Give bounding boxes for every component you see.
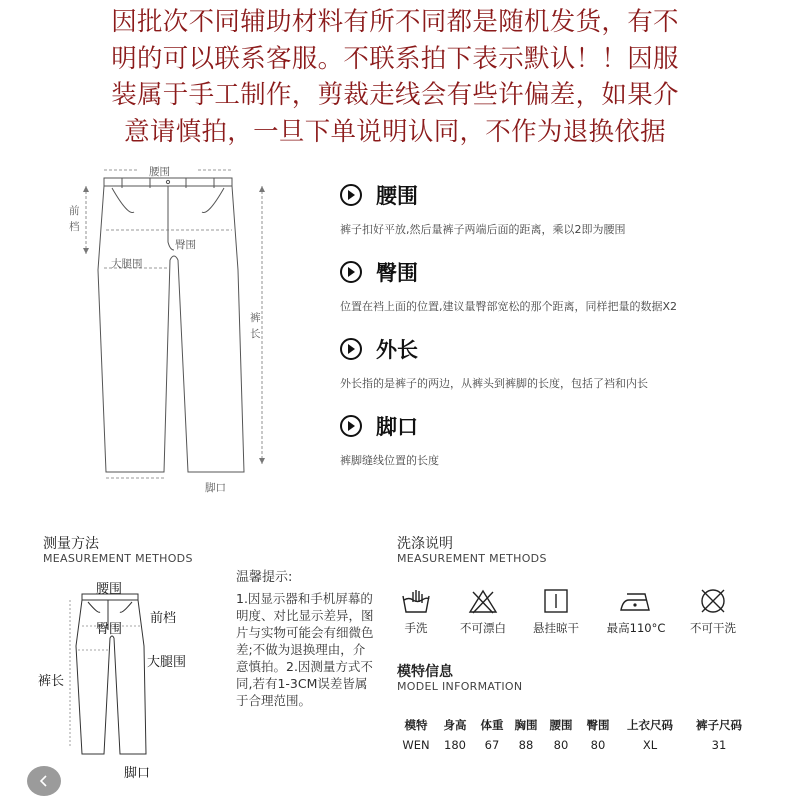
tips-text: 1.因显示器和手机屏幕的明度、对比显示差异，图片与实物可能会有细微色差;不做为退换理由，介意慎拍。2.因测量方式不同,若有1-3CM误差皆属于合理范围。 (236, 591, 374, 708)
model-table (396, 715, 754, 755)
model-table-row (396, 735, 754, 755)
back-button[interactable] (27, 766, 61, 796)
play-icon (340, 415, 362, 437)
tips-title: 温馨提示: (236, 570, 293, 585)
notice-line: 因批次不同辅助材料有所不同都是随机发货，有不 (111, 7, 679, 37)
model-col-header: 腰围 (549, 718, 573, 732)
measure-item-waist (340, 180, 626, 237)
diagram-waist-label: 腰围 (149, 166, 170, 178)
measure-methods-title: 测量方法 (43, 536, 99, 552)
sketch-thigh-label: 大腿围 (147, 655, 187, 670)
sketch-waist-label: 腰围 (96, 582, 123, 597)
play-icon (340, 338, 362, 360)
care-hang-dry (516, 588, 596, 636)
model-col-header: 胸围 (514, 718, 538, 732)
notice-line: 明的可以联系客服。不联系拍下表示默认！！因服 (111, 43, 679, 74)
washing-title: 洗涤说明 (397, 536, 453, 552)
model-table-header (396, 715, 754, 735)
measure-desc: 裤脚缝线位置的长度 (340, 454, 439, 467)
sketch-hem-label: 脚口 (124, 766, 151, 781)
care-label: 悬挂晾干 (533, 621, 579, 635)
play-icon (340, 261, 362, 283)
care-iron (596, 588, 676, 636)
chevron-left-icon (39, 775, 49, 787)
measure-title: 脚口 (376, 415, 418, 439)
model-col-header: 臀围 (586, 718, 610, 732)
diagram-front-rise-label: 前 档 (69, 205, 80, 233)
diagram-hip-label: 臀围 (175, 239, 196, 251)
pants-diagram (0, 150, 330, 500)
measure-desc: 外长指的是裤子的两边，从裤头到裤脚的长度，包括了裆和内长 (340, 377, 648, 390)
measure-desc: 位置在裆上面的位置,建议量臀部宽松的那个距离，同样把量的数据X2 (340, 300, 678, 313)
measure-item-hem (340, 411, 439, 468)
iron-icon (619, 588, 653, 614)
diagram-thigh-label: 大腿围 (111, 258, 143, 270)
measure-title: 外长 (376, 338, 418, 362)
care-label: 最高110°C (606, 621, 666, 635)
washing-subtitle: MEASUREMENT METHODS (397, 552, 547, 565)
no-bleach-icon (468, 588, 498, 614)
care-no-bleach (443, 588, 523, 636)
model-cell: WEN (402, 738, 430, 752)
model-col-header: 身高 (443, 718, 467, 732)
model-cell: 88 (518, 738, 534, 752)
measure-item-outer-length (340, 334, 648, 391)
model-title: 模特信息 (397, 664, 453, 680)
notice-line: 装属于手工制作，剪裁走线会有些许偏差，如果介 (111, 80, 679, 110)
diagram-hem-label: 脚口 (205, 482, 226, 494)
diagram-length-label: 裤 长 (250, 312, 261, 340)
hand-wash-icon (401, 588, 431, 614)
care-label: 手洗 (404, 621, 428, 635)
measure-item-hip (340, 257, 677, 314)
sketch-front-rise-label: 前档 (150, 611, 177, 626)
play-icon (340, 184, 362, 206)
no-tumble-dry-icon (698, 588, 728, 614)
model-cell: 67 (484, 738, 500, 752)
measure-desc: 裤子扣好平放,然后量裤子两端后面的距离，乘以2即为腰围 (340, 223, 626, 236)
notice-text (0, 4, 790, 150)
model-col-header: 裤子尺码 (696, 718, 742, 732)
care-label: 不可干洗 (690, 621, 736, 635)
model-cell: XL (642, 738, 658, 752)
model-cell: 80 (553, 738, 569, 752)
care-no-tumble-dry (673, 588, 753, 636)
model-cell: 180 (444, 738, 466, 752)
care-label: 不可漂白 (460, 621, 506, 635)
notice-line: 意请慎拍，一旦下单说明认同，不作为退换依据 (124, 116, 666, 147)
measure-title: 腰围 (376, 184, 418, 208)
model-cell: 80 (590, 738, 606, 752)
model-subtitle: MODEL INFORMATION (397, 680, 523, 693)
model-col-header: 上衣尺码 (627, 718, 673, 732)
model-cell: 31 (711, 738, 727, 752)
model-col-header: 模特 (404, 718, 428, 732)
sketch-hip-label: 臀围 (96, 622, 123, 637)
measure-methods-subtitle: MEASUREMENT METHODS (43, 552, 193, 565)
measure-title: 臀围 (376, 261, 418, 285)
sketch-length-label: 裤长 (38, 674, 65, 689)
hang-dry-icon (541, 588, 571, 614)
model-col-header: 体重 (480, 718, 504, 732)
